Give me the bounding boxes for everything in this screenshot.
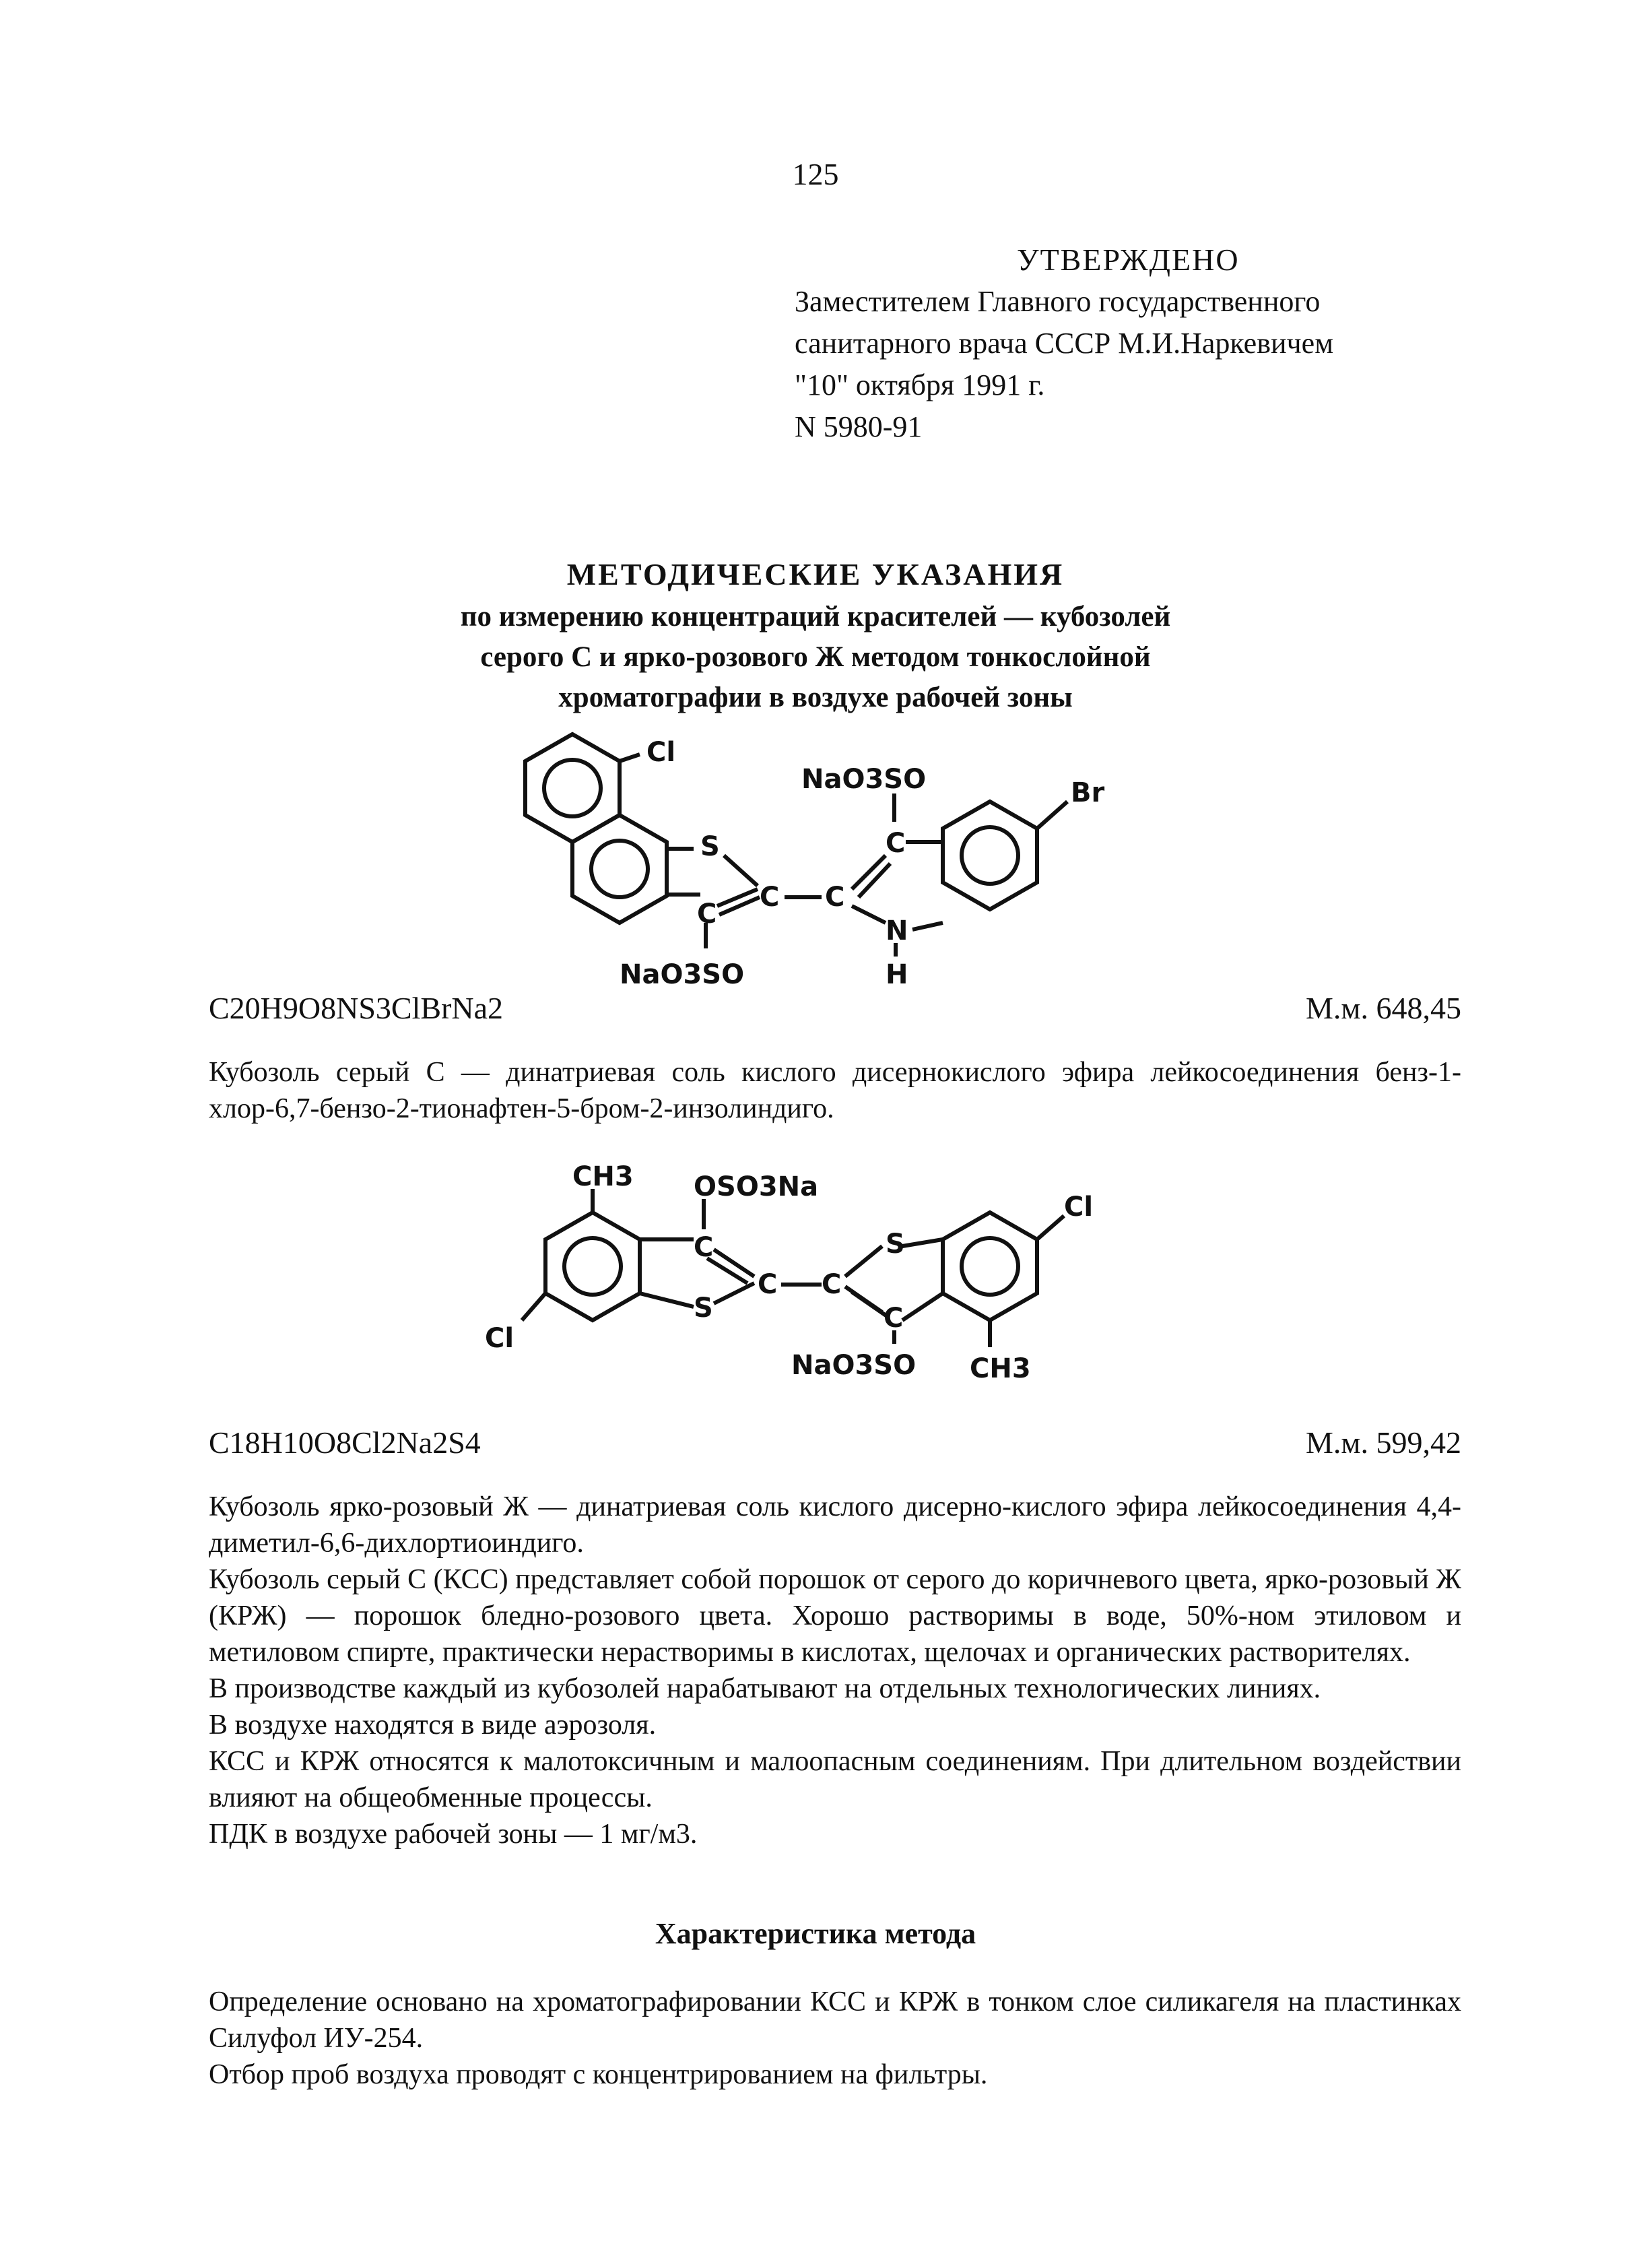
- body-paragraph: Определение основано на хроматографировании КСС и КРЖ в тонком слое силикагеля на пластинках Силуфол ИУ-254.: [209, 1986, 1461, 2054]
- atom-label-c: C: [822, 1269, 842, 1300]
- benzene-ring: [525, 734, 620, 842]
- approval-line: Заместителем Главного государственного: [795, 285, 1321, 318]
- atom-label-c: C: [760, 882, 780, 913]
- atom-label-c: C: [825, 882, 845, 913]
- molecular-formula: C18H10O8Cl2Na2S4: [209, 1425, 481, 1460]
- group-label-oso3na: OSO3Na: [694, 1171, 819, 1202]
- group-label-naO3SO: NaO3SO: [801, 764, 927, 795]
- structure-2-diagram: [471, 1145, 1172, 1415]
- approval-line: "10" октября 1991 г.: [795, 368, 1045, 401]
- atom-label-c: C: [758, 1269, 778, 1300]
- aromatic-circle: [544, 760, 601, 816]
- group-label-ch3: CH3: [970, 1353, 1031, 1384]
- atom-label-cl: Cl: [1064, 1192, 1094, 1223]
- benzene-ring: [545, 1212, 640, 1320]
- atom-label-br: Br: [1071, 777, 1105, 808]
- title-sub-line: по измерению концентраций красителей — кубозолей: [460, 601, 1171, 633]
- structure-1-diagram: [471, 721, 1172, 1004]
- aromatic-circle: [591, 841, 648, 897]
- molecular-formula: C20H9O8NS3ClBrNa2: [209, 991, 504, 1025]
- aromatic-circle: [962, 827, 1018, 884]
- description-text: Кубозоль ярко-розовый Ж — динатриевая соль кислого дисерно-кислого эфира лейкосоединения 4,4-диметил-6,6-дихлортиоиндиго.: [209, 1491, 1461, 1559]
- section-heading: Характеристика метода: [655, 1917, 976, 1950]
- body-paragraph: Кубозоль серый С (КСС) представляет собой порошок от серого до коричневого цвета, ярко-розовый Ж (КРЖ) — порошок бледно-розового цвета. Хорошо растворимы в воде, 50%-ном этиловом и метиловом спирте, практически нерастворимы в кислотах, щелочах и органических растворителях.: [209, 1564, 1461, 1668]
- body-paragraph: В воздухе находятся в виде аэрозоля.: [209, 1710, 657, 1741]
- atom-label-n: N: [886, 915, 908, 946]
- molar-mass: М.м. 599,42: [1305, 1425, 1461, 1460]
- approval-line: санитарного врача СССР М.И.Наркевичем: [795, 327, 1334, 360]
- benzene-ring: [572, 815, 667, 923]
- atom-label-s: S: [694, 1293, 713, 1324]
- title-sub-line: хроматографии в воздухе рабочей зоны: [558, 682, 1073, 713]
- page-number: 125: [792, 157, 839, 191]
- atom-label-s: S: [886, 1229, 905, 1260]
- document-title: [0, 552, 1631, 718]
- atom-label-c: C: [884, 1303, 904, 1334]
- aromatic-circle: [564, 1238, 621, 1295]
- formula-line-2: [209, 1425, 1461, 1460]
- group-label-naO3SO: NaO3SO: [791, 1350, 917, 1381]
- approval-block: [795, 239, 1333, 448]
- body-paragraph: В производстве каждый из кубозолей нарабатывают на отдельных технологических линиях.: [209, 1673, 1321, 1704]
- description-text: Кубозоль серый С — динатриевая соль кислого дисернокислого эфира лейкосоединения бенз-1-хлор-6,7-бензо-2-тионафтен-5-бром-2-инзолиндиго.: [209, 1057, 1461, 1124]
- approval-heading: УТВЕРЖДЕНО: [1017, 242, 1240, 277]
- molar-mass: М.м. 648,45: [1305, 991, 1461, 1025]
- atom-label-c: C: [697, 899, 717, 930]
- atom-label-c: C: [694, 1232, 714, 1263]
- description-1: [209, 1054, 1461, 1127]
- body-text: [209, 1489, 1461, 1852]
- atom-label-c: C: [886, 828, 906, 859]
- body-paragraph: КСС и КРЖ относятся к малотоксичным и малоопасным соединениям. При длительном воздействии влияют на общеобменные процессы.: [209, 1746, 1461, 1813]
- atom-label-h: H: [886, 959, 908, 990]
- atom-label-s: S: [700, 831, 720, 862]
- body-paragraph: Отбор проб воздуха проводят с концентрированием на фильтры.: [209, 2059, 988, 2090]
- formula-line-1: [209, 990, 1461, 1026]
- aromatic-circle: [962, 1238, 1018, 1295]
- approval-line: N 5980-91: [795, 410, 923, 443]
- benzene-ring: [943, 802, 1037, 909]
- body-paragraph: ПДК в воздухе рабочей зоны — 1 мг/м3.: [209, 1819, 698, 1850]
- title-main: МЕТОДИЧЕСКИЕ УКАЗАНИЯ: [566, 557, 1065, 591]
- atom-label-cl: Cl: [646, 737, 676, 768]
- group-label-ch3: CH3: [572, 1161, 634, 1192]
- atom-label-cl: Cl: [485, 1323, 514, 1354]
- method-text: [209, 1984, 1461, 2093]
- benzene-ring: [943, 1212, 1037, 1320]
- group-label-naO3SO: NaO3SO: [620, 959, 745, 990]
- title-sub-line: серого С и ярко-розового Ж методом тонкослойной: [480, 641, 1151, 673]
